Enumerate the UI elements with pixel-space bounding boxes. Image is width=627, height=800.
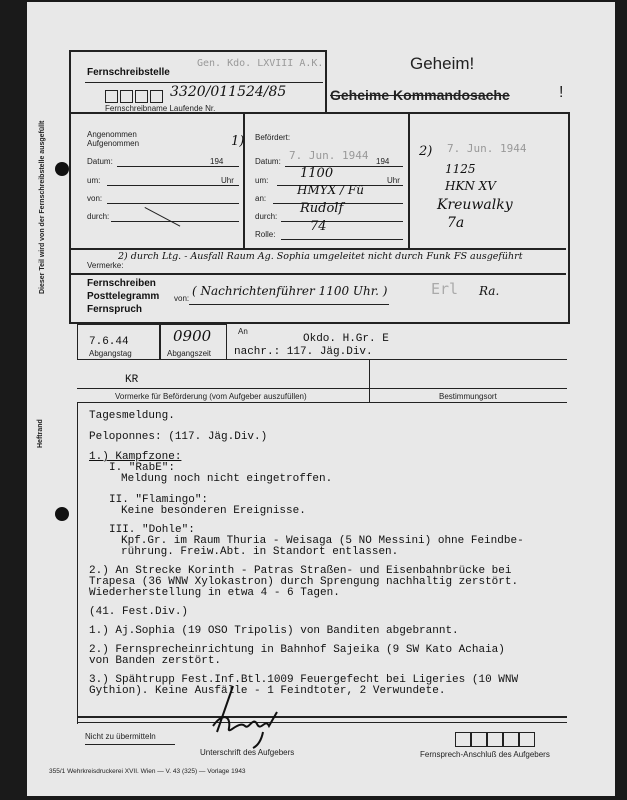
right-name-value: Kreuwalky [437, 197, 513, 213]
message-line: Keine besonderen Ereignisse. [121, 505, 306, 517]
received-year: 194 [210, 157, 224, 166]
message-line: (41. Fest.Div.) [89, 606, 189, 618]
field-line [189, 304, 389, 305]
dispatch-bottom [77, 402, 567, 403]
number-box [120, 90, 133, 103]
dispatch-destination-label: Bestimmungsort [439, 392, 497, 401]
message-line: 2.) An Strecke Korinth - Patras Straßen- und Eisenbahnbrücke bei [89, 565, 512, 577]
field-line [107, 203, 239, 204]
dispatch-to-value: Okdo. H.Gr. E [303, 333, 389, 345]
phone-box [455, 732, 471, 747]
message-line: Trapesa (36 WNW Xylokastron) durch Sprengung nachhaltig zerstört. [89, 576, 519, 588]
received-title: Angenommen [87, 130, 137, 139]
message-line: I. "RabE": [109, 462, 176, 474]
header-divider [85, 82, 323, 83]
right-role-value: 7a [447, 215, 465, 231]
message-line: Tagesmeldung. [89, 410, 175, 422]
dispatch-note-divider [369, 360, 370, 402]
number-box [135, 90, 148, 103]
message-line: Gythion). Keine Ausfälle - 1 Feindtoter, 2 Verwundete. [89, 685, 446, 697]
transmission-stamp: Erl [431, 280, 459, 298]
message-line: II. "Flamingo": [109, 494, 209, 506]
classification: Geheim! [410, 54, 475, 73]
message-line: Wiederherstellung in etwa 4 - 6 Tagen. [89, 587, 340, 599]
field-line [281, 221, 403, 222]
forwarded-to-value: HMYX / Fü [297, 183, 364, 197]
dispatch-day-value: 7.6.44 [89, 336, 129, 348]
field-line [117, 166, 239, 167]
dispatch-cc-value: nachr.: 117. Jäg.Div. [234, 346, 373, 358]
message-number: 3320/011524/85 [170, 84, 287, 100]
classification-mark: ! [559, 84, 564, 101]
received-time-label: um: [87, 176, 101, 185]
field-line [107, 185, 239, 186]
dispatch-time-value: 0900 [173, 327, 212, 345]
station-label: Fernschreibstelle [87, 67, 170, 78]
message-line: rührung. Freiw.Abt. in Standort entlassen. [121, 546, 399, 558]
received-time-unit: Uhr [221, 176, 234, 185]
number-box [105, 90, 118, 103]
footer-print-line: 355/1 Wehrkreisdruckerei XVII. Wien — V. 43 (325) — Vorlage 1943 [49, 768, 246, 775]
forwarded-title: Befördert: [255, 133, 291, 142]
right-mark: 2) [419, 144, 433, 159]
binding-edge-label: Heftrand [37, 419, 44, 448]
transmission-type-telegram: Posttelegramm [87, 291, 160, 302]
received-date-label: Datum: [87, 157, 113, 166]
forwarded-date-stamp: 7. Jun. 1944 [289, 149, 369, 162]
footer-signature-label: Unterschrift des Aufgebers [200, 748, 295, 757]
remarks-label: Vermerke: [87, 261, 124, 270]
dispatch-time-label: Abgangszeit [167, 349, 212, 358]
forwarded-via-value: Rudolf [300, 201, 344, 216]
phone-box [519, 732, 535, 747]
message-line: 3.) Spähtrupp Fest.Inf.Btl.1009 Feuergefecht bei Ligeries (10 WNW [89, 674, 519, 686]
transmission-type-telex: Fernschreiben [87, 278, 156, 289]
station-stamp: Gen. Kdo. LXVIII A.K. [197, 58, 324, 69]
message-line: Kpf.Gr. im Raum Thuria - Weisaga (5 NO Messini) ohne Feindbe- [121, 535, 524, 547]
message-line: 1.) Aj.Sophia (19 OSO Tripolis) von Banditen abgebrannt. [89, 625, 459, 637]
footer-phone-label: Fernsprech-Anschluß des Aufgebers [420, 750, 550, 759]
classification-struck: Geheime Kommandosache [330, 87, 510, 103]
number-label: Fernschreibname Laufende Nr. [105, 104, 216, 113]
footer-rule [77, 716, 567, 718]
transmission-from-label: von: [174, 294, 190, 303]
forwarded-via-label: durch: [255, 212, 278, 221]
dispatch-note-line [77, 388, 567, 389]
message-left-rule [77, 402, 78, 724]
footer-not-transmit: Nicht zu übermitteln [85, 732, 156, 741]
message-line: 1.) Kampfzone: [89, 451, 182, 463]
field-line [111, 221, 239, 222]
dispatch-to-label: An [238, 327, 248, 336]
side-note: Dieser Teil wird von der Fernschreibstelle ausgefüllt [39, 120, 46, 294]
forwarded-role-label: Rolle: [255, 230, 276, 239]
phone-box [471, 732, 487, 747]
forwarded-to-label: an: [255, 194, 267, 203]
footer-rule-2 [77, 722, 567, 723]
dispatch-mid [77, 359, 567, 360]
forwarded-year: 194 [376, 157, 390, 166]
forwarded-time-value: 1100 [300, 166, 334, 181]
col-divider-2 [408, 114, 410, 248]
forwarded-time-label: um: [255, 176, 269, 185]
transmission-mark: Ra. [479, 284, 500, 298]
signature [203, 682, 293, 752]
row-divider-remarks [71, 248, 566, 250]
message-line: Meldung noch nicht eingetroffen. [121, 473, 333, 485]
dispatch-sender-note: Vormerke für Beförderung (vom Aufgeber auszufüllen) [115, 392, 307, 401]
message-line: von Banden zerstört. [89, 655, 222, 667]
message-line: Peloponnes: (117. Jäg.Div.) [89, 431, 268, 443]
transmission-type-phone: Fernspruch [87, 304, 143, 315]
number-box [150, 90, 163, 103]
transmission-from-value: ( Nachrichtenführer 1100 Uhr. ) [192, 284, 388, 298]
forwarded-date-label: Datum: [255, 157, 281, 166]
right-to-value: HKN XV [445, 179, 496, 193]
dispatch-day-label: Abgangstag [89, 349, 132, 358]
punch-hole [55, 507, 69, 521]
received-title-2: Aufgenommen [87, 139, 140, 148]
right-date-stamp: 7. Jun. 1944 [447, 142, 527, 155]
message-line: 2.) Fernsprecheinrichtung in Bahnhof Sajeika (9 SW Kato Achaia) [89, 644, 505, 656]
received-via-label: durch: [87, 212, 110, 221]
telegram-form [27, 2, 615, 796]
field-line [281, 239, 403, 240]
right-time-value: 1125 [445, 162, 476, 176]
phone-box [487, 732, 503, 747]
row-divider-transmission [71, 273, 566, 275]
remarks-value: 2) durch Ltg. - Ausfall Raum Ag. Sophia umgeleitet nicht durch Funk FS ausgeführt [118, 251, 523, 262]
received-mark: 1) [231, 134, 245, 149]
field-line [85, 744, 175, 745]
forwarded-role-value: 74 [310, 219, 327, 234]
received-from-label: von: [87, 194, 103, 203]
forwarded-time-unit: Uhr [387, 176, 400, 185]
dispatch-kr: KR [125, 374, 139, 386]
punch-hole [55, 162, 69, 176]
message-line: III. "Dohle": [109, 524, 195, 536]
phone-box [503, 732, 519, 747]
